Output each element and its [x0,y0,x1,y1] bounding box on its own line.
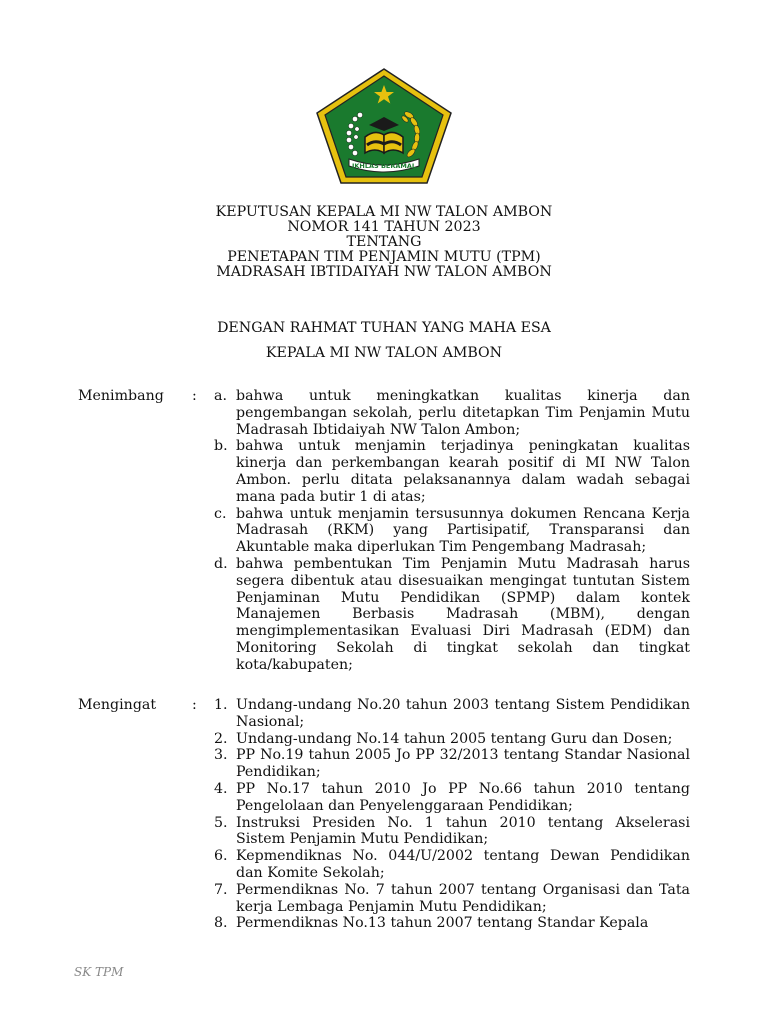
list-marker: 5. [214,814,228,831]
list-item [214,747,690,781]
list-marker: 2. [214,730,228,747]
decree-subject: PENETAPAN TIM PENJAMIN MUTU (TPM) [227,249,541,265]
list-marker: 8. [214,915,228,932]
decree-title: KEPUTUSAN KEPALA MI NW TALON AMBON [215,204,553,220]
list-marker: 3. [214,747,228,764]
list-item-text: bahwa pembentukan Tim Penjamin Mutu Madrasah harus segera dibentuk atau disesuaikan mengingat tuntutan Sistem Penjaminan Mutu Pendidikan (SPMP) dalam kontek Manajemen Berbasis Madrasah (MBM), dengan mengimplementasikan Evaluasi Diri Madrasah (EDM) dan Monitoring Sekolah di tingkat sekolah dan tingkat kota/kabupaten; [236,555,690,673]
list-item-text: bahwa untuk menjamin terjadinya peningkatan kualitas kinerja dan perkembangan kearah positif di MI NW Talon Ambon. perlu ditata pelaksanannya dalam wadah sebagai mana pada butir 1 di atas; [236,438,690,505]
list-item [214,438,690,505]
menimbang-colon: : [192,388,197,404]
kemenag-logo [315,67,453,185]
list-marker: 4. [214,780,228,797]
list-item-text: Permendiknas No. 7 tahun 2007 tentang Organisasi dan Tata kerja Lembaga Penjamin Mutu Pendidikan; [236,881,690,915]
list-item-text: bahwa untuk menjamin tersusunnya dokumen Rencana Kerja Madrasah (RKM) yang Partisipatif, Transparansi dan Akuntable maka diperlukan Tim Pengembang Madrasah; [236,505,690,556]
decree-institution: MADRASAH IBTIDAIYAH NW TALON AMBON [216,264,552,280]
list-marker: d. [214,555,228,572]
list-marker: 6. [214,848,228,865]
list-item-text: Undang-undang No.14 tahun 2005 tentang Guru dan Dosen; [236,730,673,747]
list-item-text: bahwa untuk meningkatkan kualitas kinerja dan pengembangan sekolah, perlu ditetapkan Tim Penjamin Mutu Madrasah Ibtidaiyah NW Talon Ambon; [236,388,690,438]
decree-number: NOMOR 141 TAHUN 2023 [287,219,481,235]
list-item [214,814,690,849]
mengingat-list [214,697,690,932]
list-marker: a. [214,388,227,404]
logo-motto: IKHLAS BERAMAL [351,162,417,170]
list-item-text: PP No.17 tahun 2010 Jo PP No.66 tahun 2010 tentang Pengelolaan dan Penyelenggaraan Pendidikan; [236,780,690,814]
list-item [214,780,690,815]
list-item [214,915,690,932]
list-item [214,881,690,916]
list-item [214,848,690,882]
menimbang-label: Menimbang [78,388,164,404]
list-item [214,555,690,674]
list-item [214,505,690,556]
list-item-text: Permendiknas No.13 tahun 2007 tentang Standar Kepala [236,915,649,932]
list-item-text: Instruksi Presiden No. 1 tahun 2010 tentang Akselerasi Sistem Penjamin Mutu Pendidikan; [236,814,690,848]
decree-about: TENTANG [346,234,422,250]
mengingat-colon: : [192,697,197,713]
list-item-text: Kepmendiknas No. 044/U/2002 tentang Dewan Pendidikan dan Komite Sekolah; [236,848,690,881]
list-item-text: PP No.19 tahun 2005 Jo PP 32/2013 tentang Standar Nasional Pendidikan; [236,747,690,781]
list-item-text: Undang-undang No.20 tahun 2003 tentang Sistem Pendidikan Nasional; [236,697,690,730]
list-marker: c. [214,505,227,522]
list-item [214,730,690,748]
list-item [214,388,690,438]
kemenag-emblem-icon [315,67,453,185]
list-marker: 7. [214,881,228,898]
mengingat-label: Mengingat [78,697,157,713]
list-marker: b. [214,438,228,455]
list-item [214,697,690,731]
blessing-line: DENGAN RAHMAT TUHAN YANG MAHA ESA [217,320,551,336]
menimbang-list [214,388,690,674]
decree-title-block [0,205,768,280]
authority-line: KEPALA MI NW TALON AMBON [265,345,503,361]
footer-label: SK TPM [74,965,124,979]
list-marker: 1. [214,697,228,713]
